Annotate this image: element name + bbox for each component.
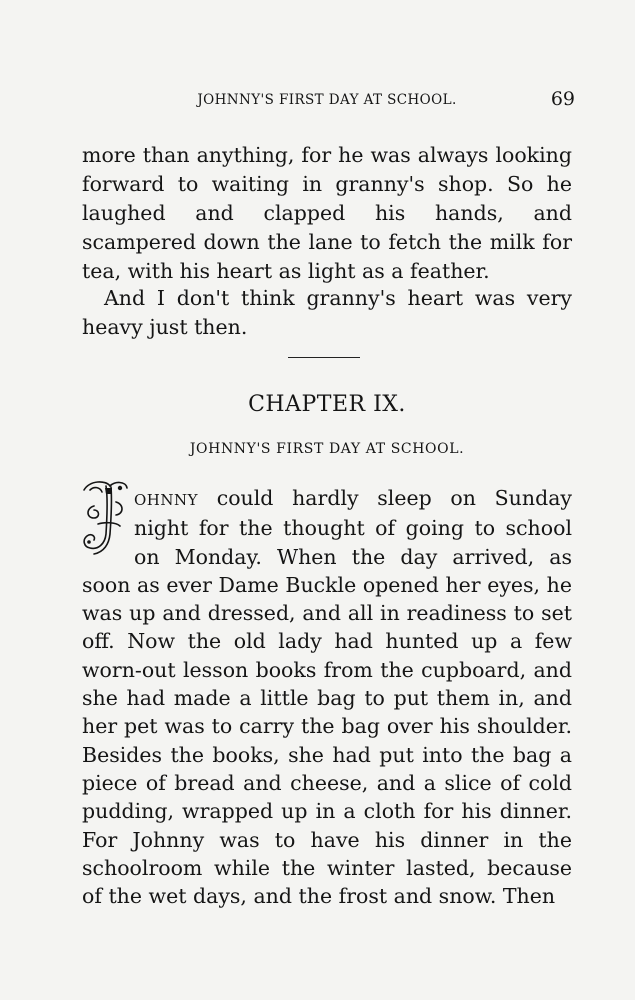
- first-word-smallcaps: OHNNY: [134, 491, 199, 509]
- chapter-title: CHAPTER IX.: [248, 392, 406, 417]
- paragraph-continued: more than anything, for he was always looking forward to waiting in granny's shop. So he laughed and clapped his hands, and scampered down the lane to fetch the milk for tea, with his heart as light as a feather.: [82, 143, 572, 283]
- page-number: 69: [550, 88, 575, 110]
- section-divider: [288, 357, 360, 358]
- chapter-body-text: could hardly sleep on Sunday night for the thought of going to school on Monday. When the day arrived, as soon as ever Dame Buckle opened her eyes, he was up and dressed, and all in readiness to set off. Now the old lady had hunted up a few worn-out lesson books from the cupboard, and she had made a little bag to put them in, and her pet was to carry the bag over his shoulder. Besides the books, she had put into the bag a piece of bread and cheese, and a slice of cold pudding, wrapped up in a cloth for his dinner. For Johnny was to have his dinner in the schoolroom while the winter lasted, because of the wet days, and the frost and snow. Then: [82, 486, 572, 909]
- chapter-body: [82, 484, 572, 910]
- chapter-subtitle: JOHNNY'S FIRST DAY AT SCHOOL.: [189, 441, 465, 457]
- paragraph-closing: And I don't think granny's heart was very heavy just then.: [82, 286, 572, 339]
- drop-cap-space: [82, 486, 134, 566]
- running-head: JOHNNY'S FIRST DAY AT SCHOOL.: [197, 92, 457, 108]
